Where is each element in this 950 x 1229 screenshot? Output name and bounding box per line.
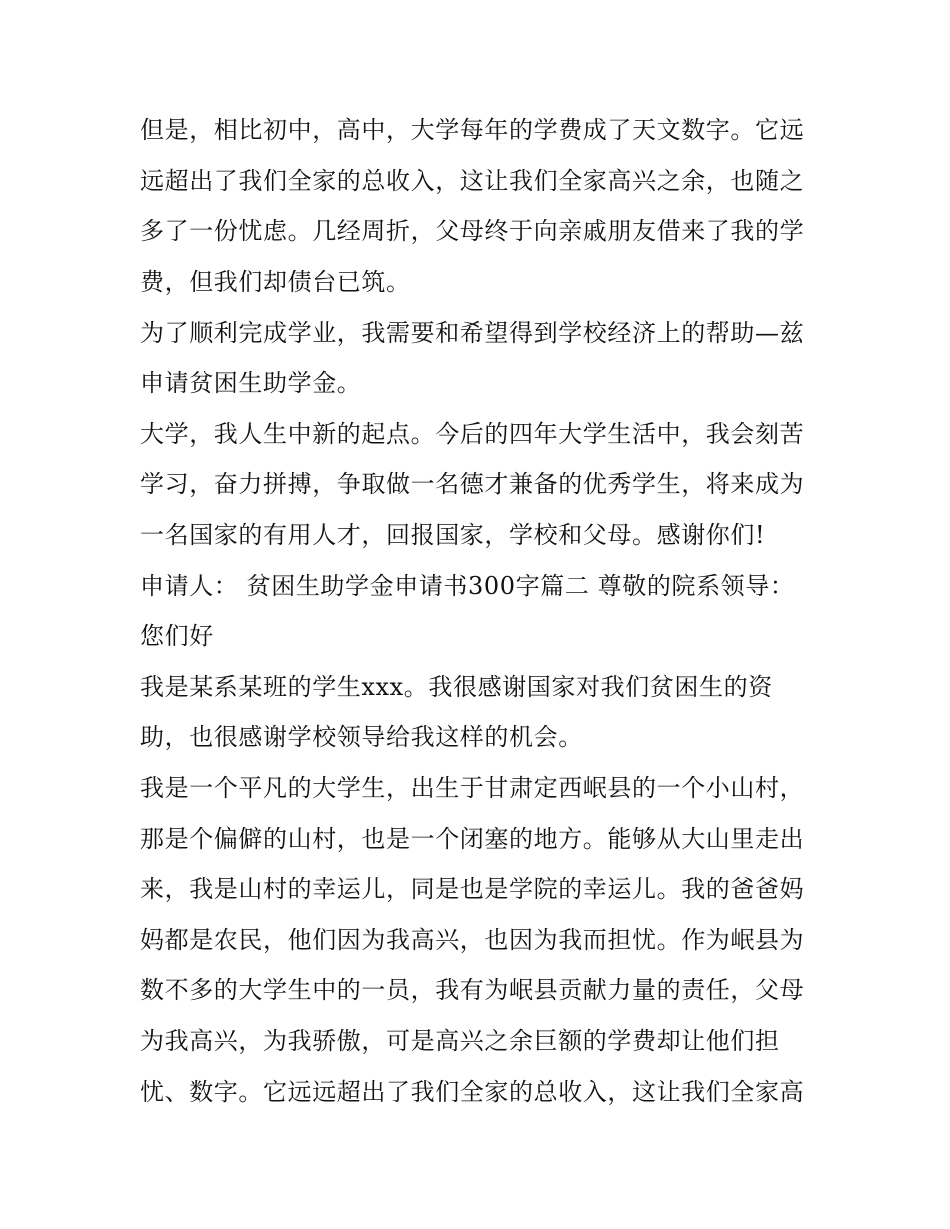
text-line: 您们好 xyxy=(140,622,214,650)
text-line: 申请贫困生助学金。 xyxy=(140,369,362,397)
text-line: 来，我是山村的幸运儿，同是也是学院的幸运儿。我的爸爸妈 xyxy=(140,875,805,903)
text-line: 申请人： 贫困生助学金申请书300字篇二 尊敬的院系领导： xyxy=(140,572,795,600)
text-line: 为我高兴，为我骄傲，可是高兴之余巨额的学费却让他们担 xyxy=(140,1027,780,1055)
text-line: 但是，相比初中，高中，大学每年的学费成了天文数字。它远 xyxy=(140,116,805,144)
text-line: 妈都是农民，他们因为我高兴，也因为我而担忧。作为岷县为 xyxy=(140,926,805,954)
text-line: 费，但我们却债台已筑。 xyxy=(140,268,411,296)
text-line: 为了顺利完成学业，我需要和希望得到学校经济上的帮助—兹 xyxy=(140,319,805,347)
text-line: 学习，奋力拼搏，争取做一名德才兼备的优秀学生，将来成为 xyxy=(140,470,805,498)
text-line: 我是一个平凡的大学生，出生于甘肃定西岷县的一个小山村， xyxy=(140,774,805,802)
text-line: 我是某系某班的学生xxx。我很感谢国家对我们贫困生的资 xyxy=(140,673,773,701)
text-line: 多了一份忧虑。几经周折，父母终于向亲戚朋友借来了我的学 xyxy=(140,217,805,245)
text-line: 助，也很感谢学校领导给我这样的机会。 xyxy=(140,723,583,751)
text-line: 那是个偏僻的山村，也是一个闭塞的地方。能够从大山里走出 xyxy=(140,825,805,853)
text-line: 大学，我人生中新的起点。今后的四年大学生活中，我会刻苦 xyxy=(140,420,805,448)
text-line: 远超出了我们全家的总收入，这让我们全家高兴之余，也随之 xyxy=(140,167,805,195)
text-line: 数不多的大学生中的一员，我有为岷县贡献力量的责任，父母 xyxy=(140,976,805,1004)
text-line: 一名国家的有用人才，回报国家，学校和父母。感谢你们! xyxy=(140,521,766,549)
text-line: 忧、数字。它远远超出了我们全家的总收入，这让我们全家高 xyxy=(140,1078,805,1106)
